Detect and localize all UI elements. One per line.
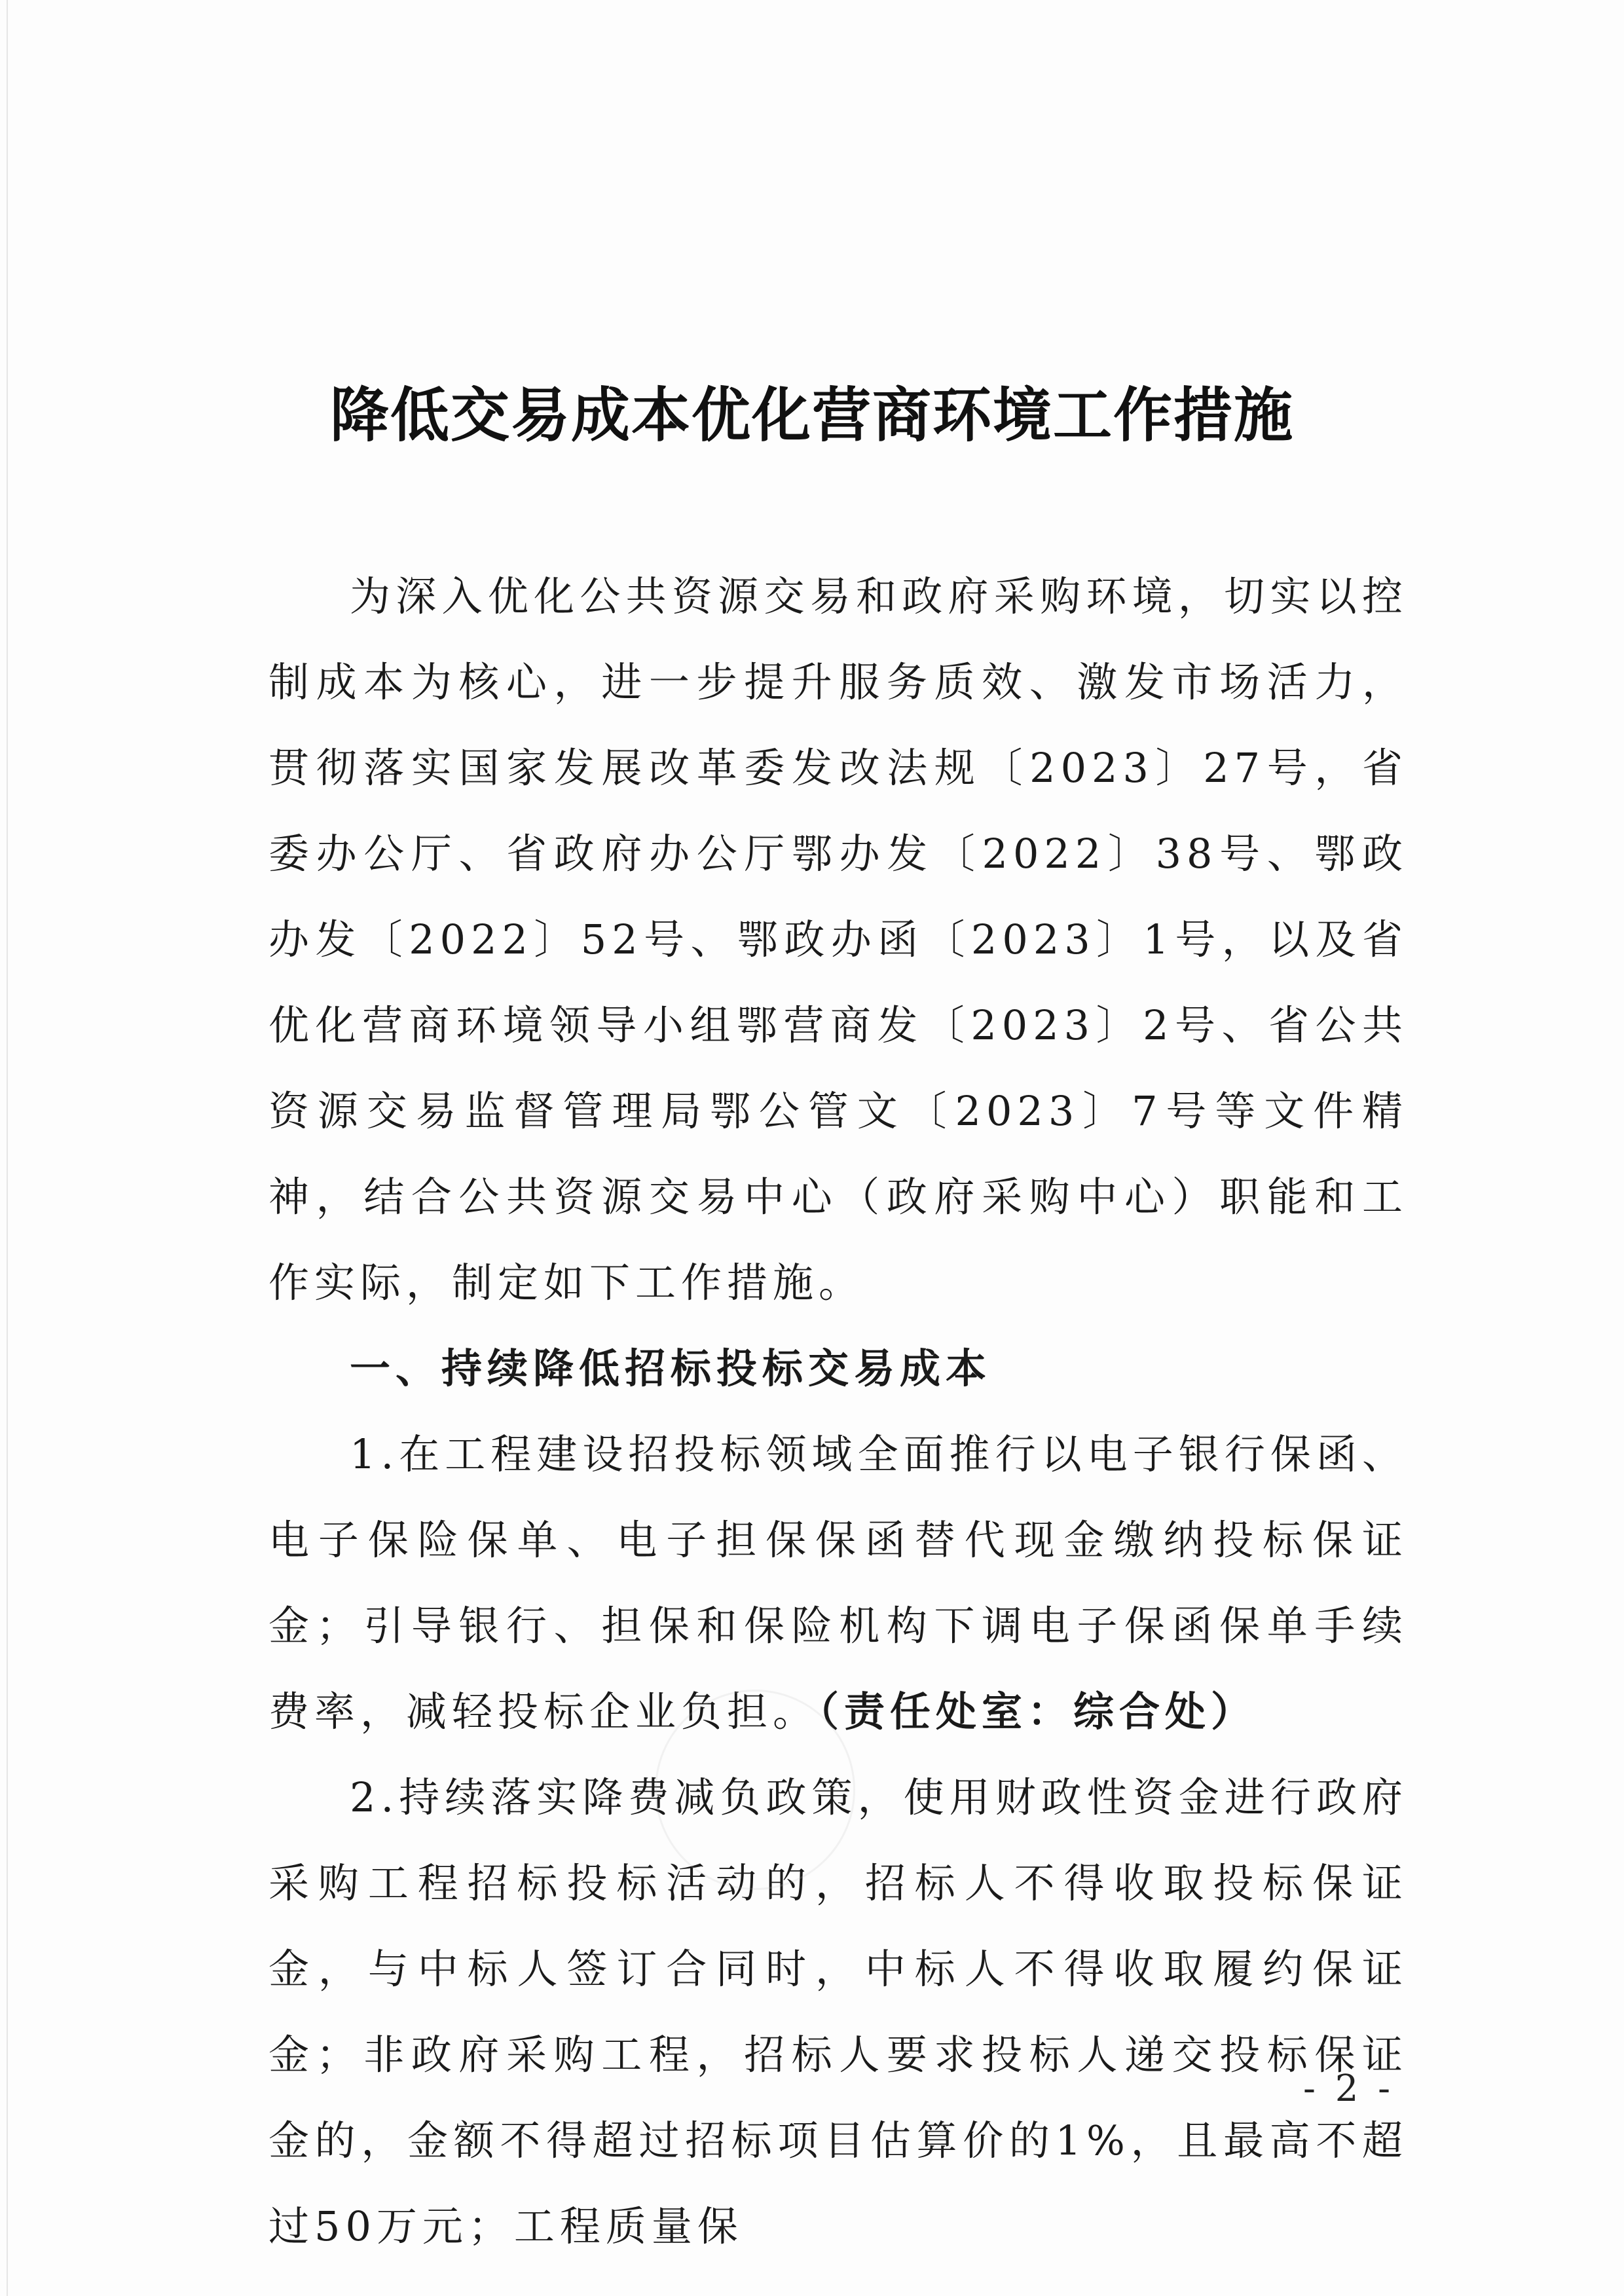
document-title: 降低交易成本优化营商环境工作措施	[330, 381, 1294, 450]
item-1-text: 1.在工程建设招投标领域全面推行以电子银行保函、电子保险保单、电子担保保函替代现金缴纳投标保证金；引导银行、担保和保险机构下调电子保函保单手续费率，减轻投标企业负担。	[268, 1430, 1408, 1735]
document-body	[268, 553, 1408, 2269]
faded-stamp-mark	[655, 1690, 855, 1890]
section-heading-1: 一、持续降低招标投标交易成本	[350, 1344, 992, 1392]
item-1-responsibility: （责任处室：综合处）	[819, 1688, 1257, 1735]
intro-paragraph: 为深入优化公共资源交易和政府采购环境，切实以控制成本为核心，进一步提升服务质效、激发市场活力，贯彻落实国家发展改革委发改法规〔2023〕27号，省委办公厅、省政府办公厅鄂办发〔2022〕38号、鄂政办发〔2022〕52号、鄂政办函〔2023〕1号，以及省优化营商环境领导小组鄂营商发〔2023〕2号、省公共资源交易监督管理局鄂公管文〔2023〕7号等文件精神，结合公共资源交易中心（政府采购中心）职能和工作实际，制定如下工作措施。	[268, 572, 1408, 1306]
scan-edge-line	[7, 0, 8, 2296]
item-2-paragraph: 2.持续落实降费减负政策，使用财政性资金进行政府采购工程招标投标活动的，招标人不得收取投标保证金，与中标人签订合同时，中标人不得收取履约保证金；非政府采购工程，招标人要求投标人递交投标保证金的，金额不得超过招标项目估算价的1%，且最高不超过50万元；工程质量保	[268, 1773, 1408, 2250]
item-1-paragraph	[268, 1411, 1408, 1754]
page-number: - 2 -	[1303, 2067, 1395, 2110]
